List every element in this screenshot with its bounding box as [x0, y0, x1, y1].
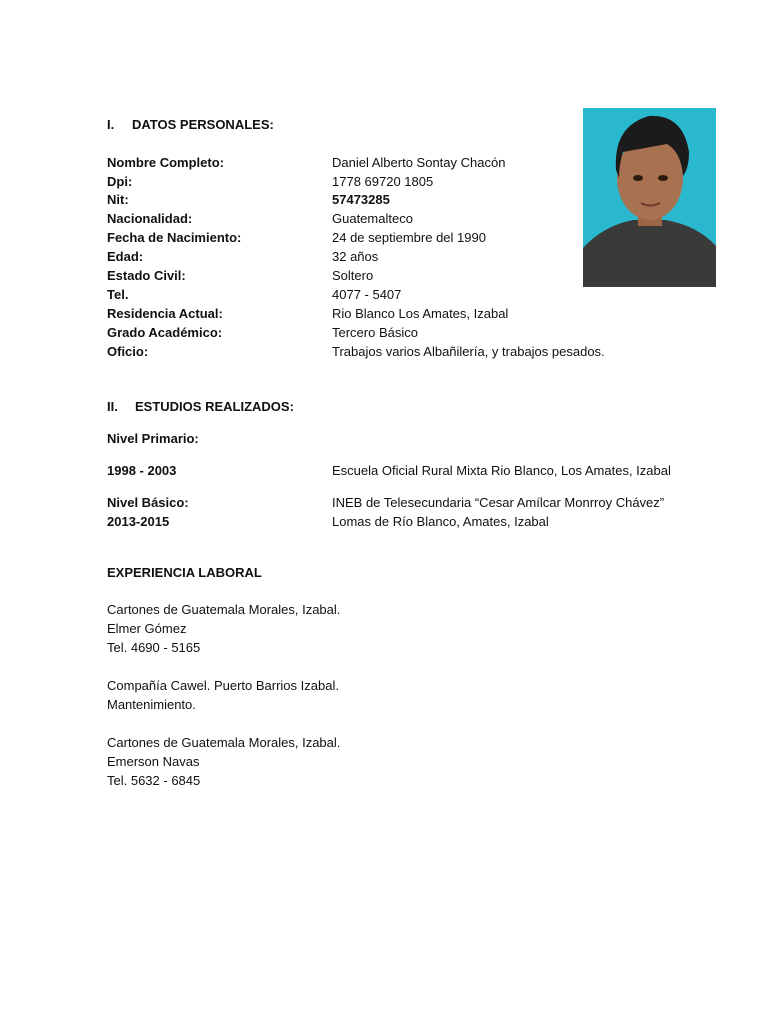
experience-title: EXPERIENCIA LABORAL [107, 565, 262, 580]
experience-3-contact: Emerson Navas [107, 754, 200, 769]
experience-1-contact: Elmer Gómez [107, 621, 187, 636]
label-dpi: Dpi: [107, 174, 133, 189]
person-portrait-icon [583, 108, 716, 287]
value-nombre: Daniel Alberto Sontay Chacón [332, 155, 506, 170]
primary-school: Escuela Oficial Rural Mixta Rio Blanco, Los Amates, Izabal [332, 463, 671, 478]
section-1-number: I. [107, 117, 115, 132]
label-nivel-primario: Nivel Primario: [107, 431, 199, 446]
section-2-number: II. [107, 399, 118, 414]
label-grado-academico: Grado Académico: [107, 325, 223, 340]
value-nit: 57473285 [332, 192, 390, 207]
experience-2-role: Mantenimiento. [107, 697, 196, 712]
experience-3-company: Cartones de Guatemala Morales, Izabal. [107, 735, 341, 750]
primary-years: 1998 - 2003 [107, 463, 177, 478]
basic-school-line2: Lomas de Río Blanco, Amates, Izabal [332, 514, 549, 529]
value-tel: 4077 - 5407 [332, 287, 402, 302]
basic-years: 2013-2015 [107, 514, 170, 529]
experience-1-phone: Tel. 4690 - 5165 [107, 640, 201, 655]
value-fecha-nacimiento: 24 de septiembre del 1990 [332, 230, 486, 245]
value-nacionalidad: Guatemalteco [332, 211, 413, 226]
section-2-title: ESTUDIOS REALIZADOS: [135, 399, 294, 414]
label-fecha-nacimiento: Fecha de Nacimiento: [107, 230, 242, 245]
basic-school-line1: INEB de Telesecundaria “Cesar Amílcar Monrroy Chávez” [332, 495, 665, 510]
value-dpi: 1778 69720 1805 [332, 174, 434, 189]
value-residencia: Rio Blanco Los Amates, Izabal [332, 306, 509, 321]
experience-3-phone: Tel. 5632 - 6845 [107, 773, 201, 788]
value-estado-civil: Soltero [332, 268, 374, 283]
value-edad: 32 años [332, 249, 379, 264]
label-nacionalidad: Nacionalidad: [107, 211, 193, 226]
label-tel: Tel. [107, 287, 129, 302]
value-oficio: Trabajos varios Albañilería, y trabajos pesados. [332, 344, 605, 359]
label-edad: Edad: [107, 249, 144, 264]
label-nivel-basico: Nivel Básico: [107, 495, 189, 510]
experience-1-company: Cartones de Guatemala Morales, Izabal. [107, 602, 341, 617]
section-1-title: DATOS PERSONALES: [132, 117, 274, 132]
label-nit: Nit: [107, 192, 129, 207]
experience-2-company: Compañía Cawel. Puerto Barrios Izabal. [107, 678, 339, 693]
label-estado-civil: Estado Civil: [107, 268, 186, 283]
label-nombre: Nombre Completo: [107, 155, 224, 170]
label-residencia: Residencia Actual: [107, 306, 223, 321]
label-oficio: Oficio: [107, 344, 149, 359]
profile-photo [583, 108, 716, 287]
value-grado-academico: Tercero Básico [332, 325, 418, 340]
